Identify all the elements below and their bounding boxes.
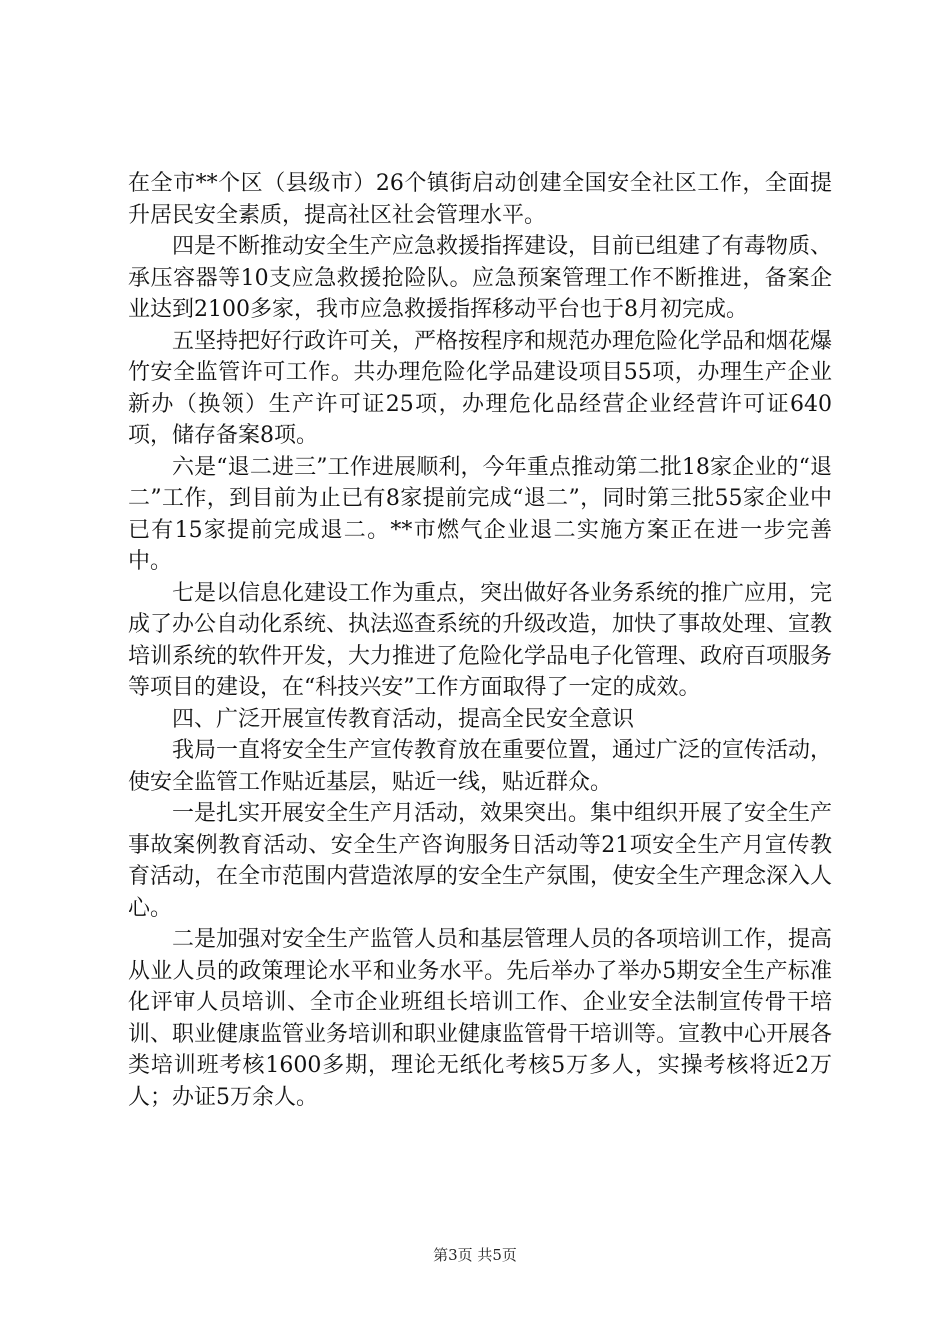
paragraph-informatization: 七是以信息化建设工作为重点，突出做好各业务系统的推广应用，完成了办公自动化系统、执法巡查系统的升级改造，加快了事故处理、宣教培训系统的软件开发，大力推进了危险化学品电子化管理、政府百项服务等项目的建设，在“科技兴安”工作方面取得了一定的成效。 [128,580,833,700]
paragraph-training: 二是加强对安全生产监管人员和基层管理人员的各项培训工作，提高从业人员的政策理论水平和业务水平。先后举办了举办5期安全生产标准化评审人员培训、全市企业班组长培训工作、企业安全法制宣传骨干培训、职业健康监管业务培训和职业健康监管骨干培训等。宣教中心开展各类培训班考核1600多期，理论无纸化考核5万多人，实操考核将近2万人；办证5万余人。 [128,927,833,1110]
paragraph-continuation: 在全市**个区（县级市）26个镇街启动创建全国安全社区工作，全面提升居民安全素质，提高社区社会管理水平。 [128,171,832,228]
paragraph-administrative-permits: 五坚持把好行政许可关，严格按程序和规范办理危险化学品和烟花爆竹安全监管许可工作。共办理危险化学品建设项目55项，办理生产企业新办（换领）生产许可证25项，办理危化品经营企业经营许可证640项，储存备案8项。 [128,328,833,448]
paragraph-publicity-intro: 我局一直将安全生产宣传教育放在重要位置，通过广泛的宣传活动，使安全监管工作贴近基层，贴近一线，贴近群众。 [128,738,833,795]
section-heading: 四、广泛开展宣传教育活动，提高全民安全意识 [172,706,635,732]
document-body [128,168,832,1113]
page-footer: 第3页 共5页 [433,1246,517,1264]
paragraph-safety-month: 一是扎实开展安全生产月活动，效果突出。集中组织开展了安全生产事故案例教育活动、安全生产咨询服务日活动等21项安全生产月宣传教育活动，在全市范围内营造浓厚的安全生产氛围，使安全生产理念深入人心。 [128,801,833,921]
paragraph-emergency-rescue: 四是不断推动安全生产应急救援指挥建设，目前已组建了有毒物质、承压容器等10支应急救援抢险队。应急预案管理工作不断推进，备案企业达到2100多家，我市应急救援指挥移动平台也于8月初完成。 [128,234,833,322]
paragraph-relocation-work: 六是“退二进三”工作进展顺利，今年重点推动第二批18家企业的“退二”工作，到目前为止已有8家提前完成“退二”，同时第三批55家企业中已有15家提前完成退二。**市燃气企业退二实施方案正在进一步完善中。 [128,454,832,574]
